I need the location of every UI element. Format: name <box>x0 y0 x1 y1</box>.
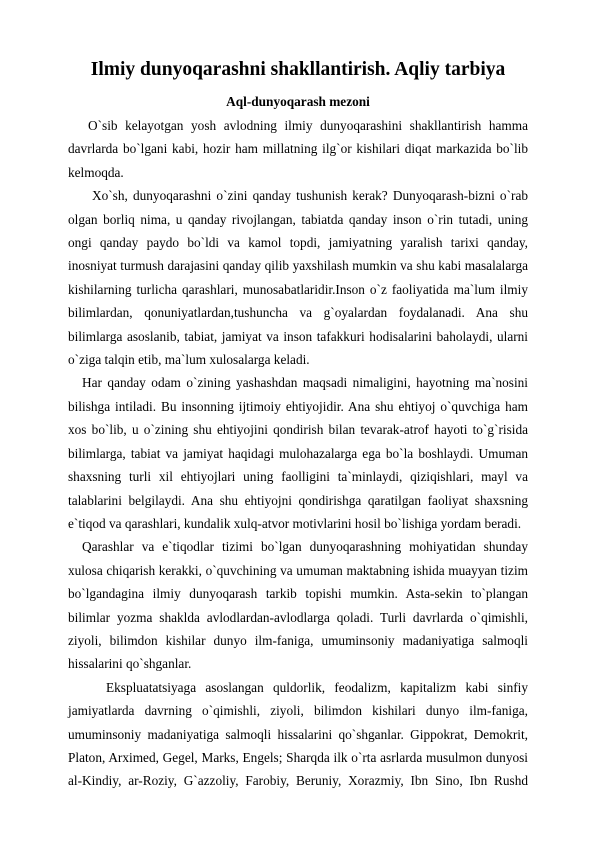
paragraph: Har qanday odam o`zining yashashdan maqsadi nimaligini, hayotning ma`nosini bilishga intiladi. Bu insonning ijtimoiy ehtiyojidir. Ana shu ehtiyoj o`quvchiga ham xos bo`lib, u o`zining shu ehtiyojini qondirish bilan tevarak-atrof hayoti to`g`risida bilimlarga, tabiat va jamiyat haqidagi mulohazalarga ega bo`la boshlaydi. Umuman shaxsning turli xil ehtiyojlari uning faolligini ta`minlaydi, qiziqishlari, mayl va talablarini belgilaydi. Ana shu ehtiyojni qondirishga qaratilgan faoliyat shaxsning e`tiqod va qarashlari, kundalik xulq-atvor motivlarini hosil bo`lishiga yordam beradi. <box>68 375 528 531</box>
document-subtitle: Aql-dunyoqarash mezoni <box>226 94 370 109</box>
paragraph: O`sib kelayotgan yosh avlodning ilmiy dunyoqarashini shakllantirish hamma davrlarda bo`lgani kabi, hozir ham millatning ilg`or kishilari diqat markazida bo`lib kelmoqda. <box>68 118 528 180</box>
paragraph: Xo`sh, dunyoqarashni o`zini qanday tushunish kerak? Dunyoqarash-bizni o`rab olgan borliq nima, u qanday rivojlangan, tabiatda qanday inson o`rin tutadi, uning ongi qanday paydo bo`ldi va kamol topdi, jamiyatning yaralish tarixi qanday, inosniyat turmush darajasini qanday qilib yaxshilash mumkin va shu kabi masalalarga kishilarning turlicha qarashlari, munosabatlaridir.Inson o`z faoliyatida ma`lum ilmiy bilimlardan, qonuniyatlardan,tushuncha va g`oyalardan foydalanadi. Ana shu bilimlarga asoslanib, tabiat, jamiyat va inson tafakkuri hodisalarini baholaydi, ularni o`ziga talqin etib, ma`lum xulosalarga keladi. <box>68 188 528 368</box>
document-title: Ilmiy dunyoqarashni shakllantirish. Aqliy tarbiya <box>90 59 506 80</box>
paragraph: Ekspluatatsiyaga asoslangan quldorlik, feodalizm, kapitalizm kabi sinfiy jamiyatlarda davrning o`qimishli, ziyoli, bilimdon kishilari dunyo ilm-faniga, umuminsoniy madaniyatiga salmoqli hissalarini qo`shganlar. Gippokrat, Demokrit, Platon, Arximed, Gegel, Marks, Engels; Sharqda ilk o`rta asrlarda musulmon dunyosi al-Kindiy, ar-Roziy, G`azzoliy, Farobiy, Beruniy, Xorazmiy, Ibn Sino, Ibn Rushd <box>68 679 528 789</box>
paragraph: Qarashlar va e`tiqodlar tizimi bo`lgan dunyoqarashning mohiyatidan shunday xulosa chiqarish kerakki, o`quvchining va umuman maktabning ishida muayyan tizim bo`lgandagina ilmiy dunyoqarash tarkib topishi mumkin. Asta-sekin to`plangan bilimlar yozma shaklda avlodlardan-avlodlarga qoladi. Turli davrlarda o`qimishli, ziyoli, bilimdon kishilar dunyo ilm-faniga, umuminsoniy madaniyatiga salmoqli hissalarini qo`shganlar. <box>68 539 528 672</box>
document-body <box>68 114 528 793</box>
